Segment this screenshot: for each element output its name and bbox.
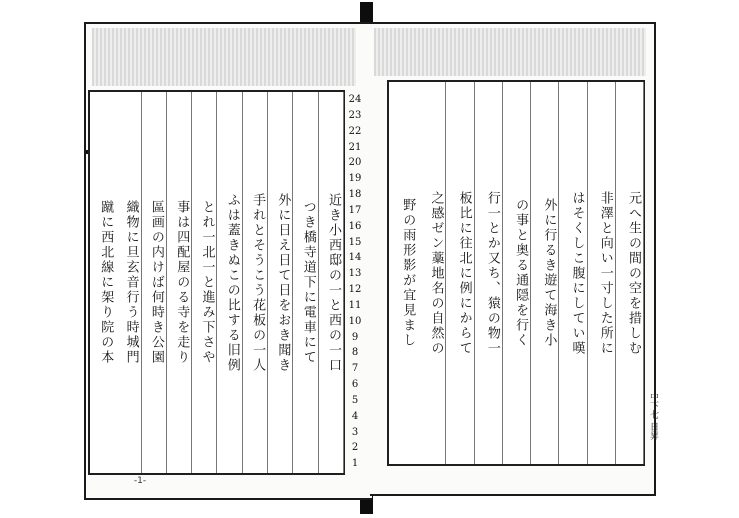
left-column-text: 手れとそうこう花板の一人 bbox=[250, 192, 266, 373]
line-number: 12 bbox=[348, 284, 362, 295]
line-number: 21 bbox=[348, 141, 362, 153]
right-column-text: 外に行るき遊て海き小 bbox=[541, 198, 557, 348]
right-column-text: 非澤と向い一寸した所に bbox=[597, 190, 613, 356]
line-number: 18 bbox=[348, 189, 362, 200]
left-column-text: 近き小西邸の一と西の一口 bbox=[325, 192, 341, 373]
line-number: 7 bbox=[351, 363, 359, 375]
left-column-text: つき橋寺道下に電車にて bbox=[300, 200, 316, 365]
line-number: 11 bbox=[348, 299, 362, 311]
line-number-column bbox=[346, 94, 364, 474]
right-column-4 bbox=[530, 82, 559, 464]
line-number: 13 bbox=[348, 268, 362, 280]
right-column-2 bbox=[587, 82, 616, 464]
line-number: 9 bbox=[351, 331, 359, 343]
left-page-footer: -1- bbox=[133, 476, 147, 486]
right-column-7 bbox=[445, 82, 474, 464]
right-column-text: 之感ゼン藁地名の自然の bbox=[428, 190, 444, 356]
right-column-6 bbox=[474, 82, 503, 464]
right-column-5 bbox=[502, 82, 531, 464]
line-number: 14 bbox=[348, 252, 362, 264]
line-number: 15 bbox=[348, 236, 362, 248]
line-number: 1 bbox=[351, 458, 359, 470]
right-column-3 bbox=[558, 82, 587, 464]
right-column-text: 野の雨形影が宜見まし bbox=[400, 198, 416, 348]
left-column-text: 事は四配屋のる寺を走り bbox=[174, 200, 190, 365]
line-number: 4 bbox=[351, 410, 359, 422]
line-number: 22 bbox=[348, 125, 362, 137]
line-number: 23 bbox=[348, 109, 362, 121]
left-column-8 bbox=[141, 92, 167, 473]
left-column-7 bbox=[166, 92, 192, 473]
left-column-6 bbox=[191, 92, 217, 473]
left-column-text: 外に日え日て日をおき聞き bbox=[275, 192, 291, 373]
line-number: 16 bbox=[348, 220, 362, 232]
right-column-9 bbox=[389, 82, 417, 464]
left-column-text: とれ一北一と進み下さや bbox=[199, 200, 215, 365]
left-column-3 bbox=[267, 92, 293, 473]
line-number: 8 bbox=[351, 347, 359, 359]
right-column-text: 板比に往北に例にからて bbox=[456, 190, 472, 356]
line-number: 24 bbox=[348, 94, 362, 105]
right-column-8 bbox=[417, 82, 446, 464]
left-column-text: 織物に旦玄音行う時城門 bbox=[123, 200, 139, 365]
left-column-10 bbox=[90, 92, 115, 473]
left-manuscript-grid bbox=[88, 90, 345, 475]
left-column-text: 蹴に西北線に架り院の本 bbox=[98, 200, 114, 365]
line-number: 19 bbox=[348, 173, 362, 185]
right-column-text: はそくしこ腹にしてい嘆 bbox=[569, 190, 585, 356]
right-column-1 bbox=[615, 82, 644, 464]
line-number: 10 bbox=[348, 315, 362, 327]
left-column-9 bbox=[115, 92, 141, 473]
line-number: 3 bbox=[351, 426, 359, 438]
right-column-text: の事と奥る通隠を行く bbox=[513, 198, 529, 348]
left-column-5 bbox=[217, 92, 243, 473]
right-manuscript-grid bbox=[387, 80, 645, 466]
right-column-text: 元へ生の間の空を措しむ bbox=[625, 190, 641, 356]
left-column-text: ふは蓋きぬこの比する旧例 bbox=[224, 192, 240, 373]
right-column-text: 行一とか又ち、猿の物一 bbox=[484, 190, 500, 356]
left-page-header-shade bbox=[92, 28, 356, 86]
left-column-2 bbox=[292, 92, 318, 473]
line-number: 2 bbox=[351, 442, 359, 454]
line-number: 17 bbox=[348, 204, 362, 216]
left-column-1 bbox=[318, 92, 344, 473]
left-column-4 bbox=[242, 92, 268, 473]
line-number: 5 bbox=[351, 394, 359, 406]
right-page-header-shade bbox=[374, 28, 646, 76]
line-number: 6 bbox=[351, 379, 359, 390]
right-page-side-note: 中下七 日昇 bbox=[648, 392, 658, 440]
left-column-text: 區画の内けば何時き公園 bbox=[148, 200, 164, 365]
line-number: 20 bbox=[348, 157, 362, 169]
